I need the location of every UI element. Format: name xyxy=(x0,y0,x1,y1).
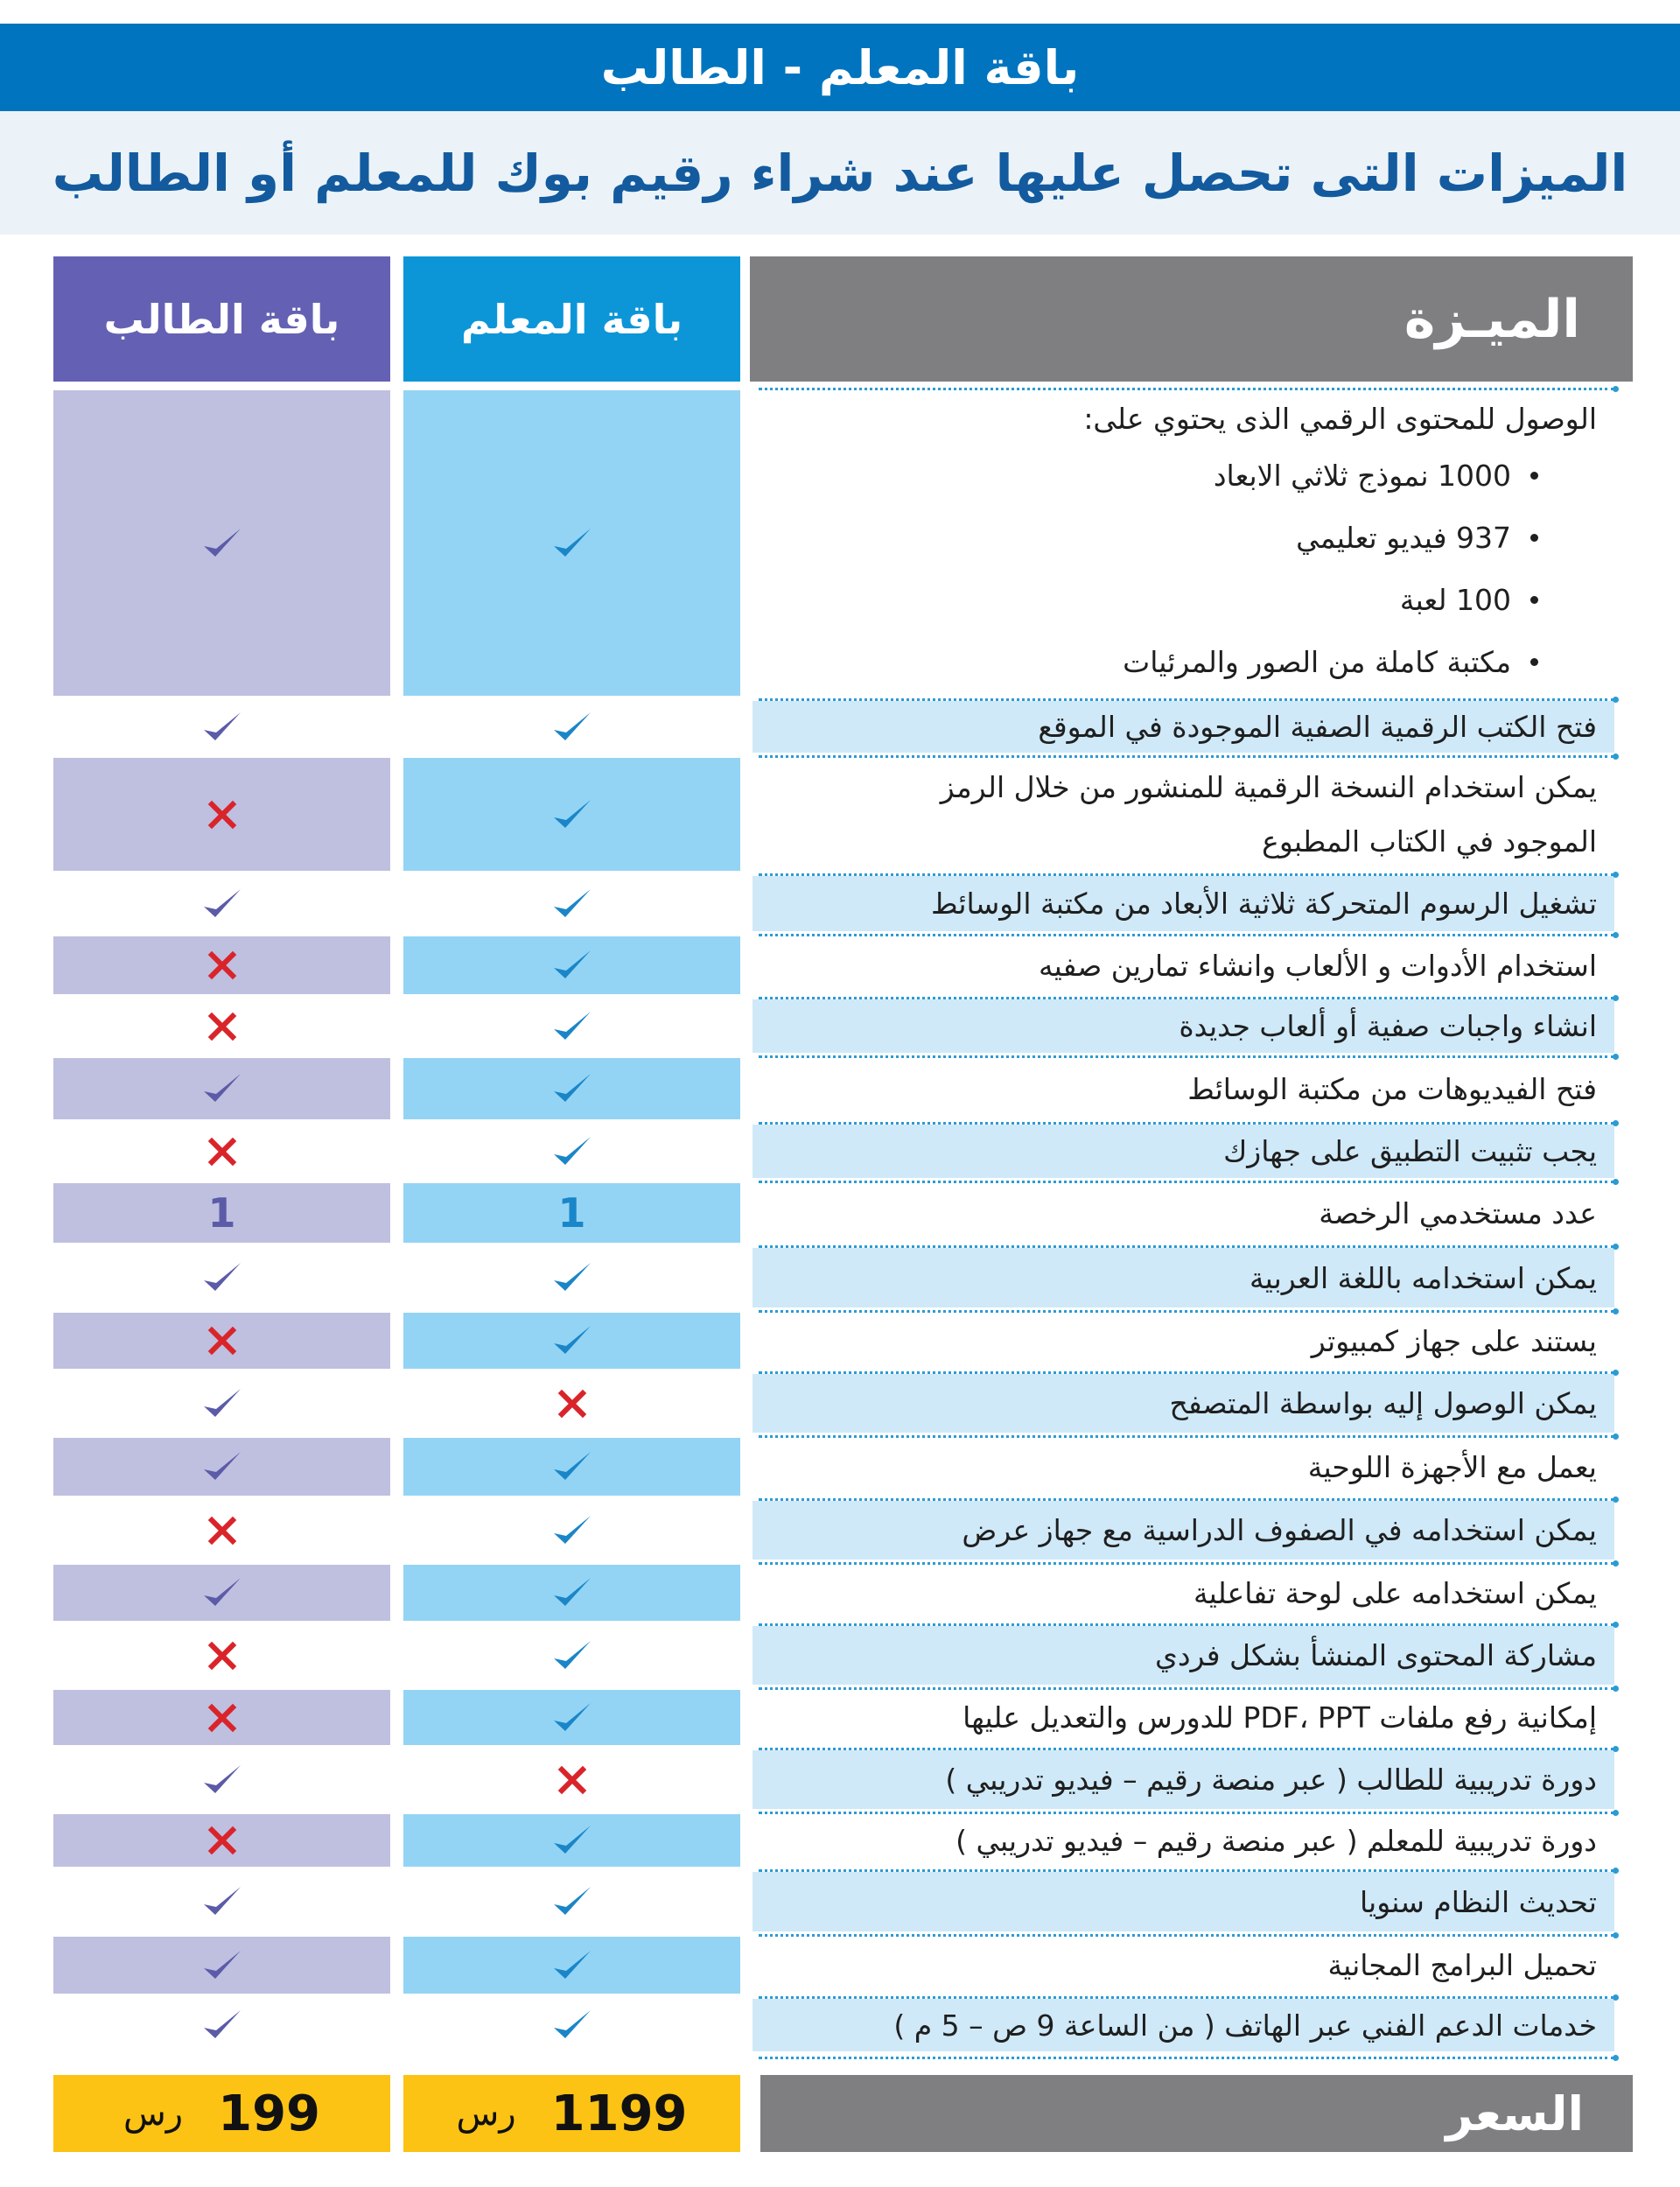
student-cell xyxy=(53,1750,390,1809)
student-cell xyxy=(53,1999,390,2051)
check-icon xyxy=(551,1258,593,1297)
student-cell xyxy=(53,1872,390,1931)
teacher-cell xyxy=(403,876,740,931)
feature-text: فتح الفيديوهات من مكتبة الوسائط xyxy=(1187,1071,1597,1106)
feature-text: تشغيل الرسوم المتحركة ثلاثية الأبعاد من مكتبة الوسائط xyxy=(931,887,1597,921)
divider-end-dot xyxy=(1613,754,1619,760)
check-icon xyxy=(551,1821,593,1860)
student-cell xyxy=(53,1313,390,1369)
row-divider xyxy=(759,1623,1614,1626)
feature-text-line: يمكن استخدام النسخة الرقمية للمنشور من خلال الرمز xyxy=(940,769,1597,804)
check-icon xyxy=(201,708,243,747)
bullet-icon xyxy=(1530,658,1538,666)
student-license-count: 1 xyxy=(207,1189,236,1237)
row-divider xyxy=(759,698,1614,701)
feature-cell xyxy=(752,999,1614,1053)
feature-text: يعمل مع الأجهزة اللوحية xyxy=(1307,1449,1597,1484)
student-cell xyxy=(53,1937,390,1994)
bullet-item xyxy=(759,445,1538,507)
student-cell xyxy=(53,1814,390,1867)
feature-cell xyxy=(752,1565,1614,1621)
row-divider xyxy=(759,1181,1614,1183)
feature-text: تحميل البرامج المجانية xyxy=(1327,1948,1597,1982)
cross-icon xyxy=(207,1641,237,1671)
feature-cell xyxy=(752,1125,1614,1178)
feature-cell xyxy=(752,1183,1614,1243)
row-divider xyxy=(759,1934,1614,1937)
student-cell xyxy=(53,1183,390,1243)
student-price-currency: رس xyxy=(122,2093,184,2134)
check-icon xyxy=(551,796,593,834)
teacher-cell xyxy=(403,1750,740,1809)
check-icon xyxy=(551,1574,593,1612)
feature-text: مشاركة المحتوى المنشأ بشكل فردي xyxy=(1154,1638,1597,1672)
divider-end-dot xyxy=(1613,1868,1619,1874)
feature-text: إمكانية رفع ملفات PDF، PPT للدورس والتعديل عليها xyxy=(962,1700,1597,1735)
feature-cell xyxy=(752,1313,1614,1369)
feature-cell xyxy=(752,936,1614,994)
feature-cell xyxy=(752,1248,1614,1307)
cross-icon xyxy=(207,1516,237,1546)
divider-end-dot xyxy=(1613,1433,1619,1440)
cross-icon xyxy=(207,1012,237,1041)
divider-end-dot xyxy=(1613,1994,1619,2001)
teacher-price-value: 1199 xyxy=(550,2085,688,2142)
teacher-cell xyxy=(403,758,740,871)
feature-text: دورة تدريبية للمعلم ( عبر منصة رقيم – فيديو تدريبي ) xyxy=(956,1823,1597,1858)
row-divider xyxy=(759,934,1614,936)
bullet-text: مكتبة كاملة من الصور والمرئيات xyxy=(1123,645,1511,679)
divider-end-dot xyxy=(1613,995,1619,1001)
feature-cell xyxy=(752,876,1614,931)
row-divider xyxy=(759,1996,1614,1999)
divider-end-dot xyxy=(1613,1560,1619,1567)
teacher-cell xyxy=(403,1058,740,1119)
divider-end-dot xyxy=(1613,1244,1619,1250)
divider-end-dot xyxy=(1613,1370,1619,1376)
divider-end-dot xyxy=(1613,1308,1619,1314)
row-divider xyxy=(759,1245,1614,1248)
bullet-icon xyxy=(1530,534,1538,542)
teacher-price xyxy=(403,2075,740,2152)
student-price-value: 199 xyxy=(218,2085,321,2142)
teacher-cell xyxy=(403,1374,740,1433)
feature-text: انشاء واجبات صفية أو ألعاب جديدة xyxy=(1179,1009,1597,1043)
divider-end-dot xyxy=(1613,386,1619,392)
divider-end-dot xyxy=(1613,1054,1619,1060)
teacher-license-count: 1 xyxy=(557,1189,586,1237)
feature-cell xyxy=(752,1999,1614,2051)
divider-end-dot xyxy=(1613,872,1619,878)
student-cell xyxy=(53,1058,390,1119)
cross-icon xyxy=(557,1765,587,1795)
row-divider xyxy=(759,388,1614,390)
divider-end-dot xyxy=(1613,1622,1619,1628)
feature-cell xyxy=(752,1438,1614,1496)
feature-intro: الوصول للمحتوى الرقمي الذى يحتوي على: xyxy=(1083,401,1597,436)
cross-icon xyxy=(207,1137,237,1167)
teacher-cell xyxy=(403,1690,740,1745)
teacher-cell xyxy=(403,936,740,994)
divider-end-dot xyxy=(1613,1497,1619,1503)
student-cell xyxy=(53,999,390,1053)
teacher-cell xyxy=(403,1313,740,1369)
teacher-cell xyxy=(403,1814,740,1867)
student-cell xyxy=(53,936,390,994)
divider-end-dot xyxy=(1613,1120,1619,1126)
check-icon xyxy=(201,1946,243,1985)
cross-icon xyxy=(207,1703,237,1733)
row-divider xyxy=(759,755,1614,758)
divider-end-dot xyxy=(1613,1810,1619,1816)
teacher-price-currency: رس xyxy=(456,2093,516,2134)
teacher-cell xyxy=(403,1565,740,1621)
check-icon xyxy=(201,1384,243,1423)
student-cell xyxy=(53,701,390,753)
student-cell xyxy=(53,390,390,696)
check-icon xyxy=(551,1637,593,1675)
check-icon xyxy=(551,1699,593,1737)
check-icon xyxy=(201,1258,243,1297)
bullet-icon xyxy=(1530,472,1538,480)
cross-icon xyxy=(207,950,237,980)
check-icon xyxy=(201,1574,243,1612)
feature-text: استخدام الأدوات و الألعاب وانشاء تمارين صفيه xyxy=(1038,948,1597,983)
feature-text: يستند على جهاز كمبيوتر xyxy=(1311,1323,1597,1358)
feature-bullet-list xyxy=(759,445,1538,693)
teacher-cell xyxy=(403,701,740,753)
divider-end-dot xyxy=(1613,1746,1619,1752)
teacher-cell xyxy=(403,1501,740,1560)
bullet-item xyxy=(759,569,1538,631)
student-column-header: باقة الطالب xyxy=(53,256,390,382)
cross-icon xyxy=(207,1326,237,1356)
feature-cell xyxy=(752,1058,1614,1119)
student-cell xyxy=(53,758,390,871)
row-divider xyxy=(759,1435,1614,1438)
student-price xyxy=(53,2075,390,2152)
check-icon xyxy=(201,2006,243,2044)
teacher-cell xyxy=(403,1183,740,1243)
student-cell xyxy=(53,1125,390,1178)
feature-text: يجب تثبيت التطبيق على جهازك xyxy=(1223,1134,1597,1168)
check-icon xyxy=(201,1882,243,1921)
feature-cell xyxy=(752,1872,1614,1931)
row-divider xyxy=(759,1371,1614,1374)
row-divider xyxy=(759,1812,1614,1814)
row-divider xyxy=(759,1310,1614,1313)
feature-text: دورة تدريبية للطالب ( عبر منصة رقيم – فيديو تدريبي ) xyxy=(945,1763,1597,1797)
feature-text: عدد مستخدمي الرخصة xyxy=(1319,1195,1597,1230)
price-label: السعر xyxy=(760,2075,1633,2152)
check-icon xyxy=(201,1761,243,1799)
divider-end-dot xyxy=(1613,932,1619,938)
row-divider xyxy=(759,1055,1614,1058)
student-cell xyxy=(53,1565,390,1621)
teacher-cell xyxy=(403,390,740,696)
bullet-icon xyxy=(1530,596,1538,604)
check-icon xyxy=(551,1511,593,1550)
cross-icon xyxy=(557,1389,587,1419)
student-cell xyxy=(53,876,390,931)
student-cell xyxy=(53,1374,390,1433)
feature-cell xyxy=(752,1626,1614,1685)
feature-cell xyxy=(752,1690,1614,1745)
check-icon xyxy=(551,1946,593,1985)
check-icon xyxy=(201,1069,243,1108)
feature-text-line: الموجود في الكتاب المطبوع xyxy=(1262,824,1597,859)
row-divider xyxy=(759,997,1614,999)
teacher-cell xyxy=(403,1438,740,1496)
check-icon xyxy=(551,708,593,747)
student-cell xyxy=(53,1248,390,1307)
check-icon xyxy=(551,2006,593,2044)
feature-text: فتح الكتب الرقمية الصفية الموجودة في الموقع xyxy=(1038,710,1597,744)
feature-text: خدمات الدعم الفني عبر الهاتف ( من الساعة 9 ص – 5 م ) xyxy=(893,2008,1597,2043)
check-icon xyxy=(551,1132,593,1171)
row-divider xyxy=(759,2057,1614,2059)
teacher-cell xyxy=(403,1626,740,1685)
bullet-text: 100 لعبة xyxy=(1399,583,1511,617)
feature-cell xyxy=(752,1501,1614,1560)
teacher-cell xyxy=(403,1125,740,1178)
row-divider xyxy=(759,873,1614,876)
teacher-cell xyxy=(403,1872,740,1931)
teacher-cell xyxy=(403,1248,740,1307)
row-divider xyxy=(759,1748,1614,1750)
feature-column-header: الميـزة xyxy=(750,256,1633,382)
page-subtitle: الميزات التى تحصل عليها عند شراء رقيم بوك للمعلم أو الطالب xyxy=(0,111,1680,235)
package-title: باقة المعلم - الطالب xyxy=(0,24,1680,111)
divider-end-dot xyxy=(1613,697,1619,703)
divider-end-dot xyxy=(1613,1686,1619,1692)
feature-text: يمكن الوصول إليه بواسطة المتصفح xyxy=(1169,1386,1597,1420)
check-icon xyxy=(551,885,593,923)
bullet-item xyxy=(759,507,1538,569)
row-divider xyxy=(759,1687,1614,1690)
teacher-cell xyxy=(403,999,740,1053)
feature-cell xyxy=(752,1374,1614,1433)
row-divider xyxy=(759,1869,1614,1872)
feature-cell xyxy=(752,701,1614,753)
divider-end-dot xyxy=(1613,1932,1619,1938)
cross-icon xyxy=(207,1826,237,1855)
student-cell xyxy=(53,1626,390,1685)
bullet-text: 1000 نموذج ثلاثي الابعاد xyxy=(1213,459,1511,493)
check-icon xyxy=(551,1321,593,1360)
feature-cell xyxy=(752,758,1614,871)
student-cell xyxy=(53,1501,390,1560)
divider-end-dot xyxy=(1613,2055,1619,2061)
check-icon xyxy=(201,885,243,923)
check-icon xyxy=(201,524,243,563)
teacher-column-header: باقة المعلم xyxy=(403,256,740,382)
feature-text: يمكن استخدامه على لوحة تفاعلية xyxy=(1193,1575,1597,1610)
teacher-cell xyxy=(403,1999,740,2051)
row-divider xyxy=(759,1122,1614,1125)
row-divider xyxy=(759,1498,1614,1501)
feature-text: يمكن استخدامه في الصفوف الدراسية مع جهاز عرض xyxy=(962,1513,1597,1547)
check-icon xyxy=(551,1069,593,1108)
divider-end-dot xyxy=(1613,1179,1619,1185)
feature-cell xyxy=(752,1750,1614,1809)
student-cell xyxy=(53,1438,390,1496)
feature-text: يمكن استخدامه باللغة العربية xyxy=(1249,1260,1597,1295)
check-icon xyxy=(551,946,593,985)
row-divider xyxy=(759,1562,1614,1565)
feature-cell xyxy=(752,1814,1614,1867)
student-cell xyxy=(53,1690,390,1745)
teacher-cell xyxy=(403,1937,740,1994)
feature-text: تحديث النظام سنويا xyxy=(1359,1884,1597,1919)
check-icon xyxy=(551,1882,593,1921)
check-icon xyxy=(551,524,593,563)
bullet-text: 937 فيديو تعليمي xyxy=(1296,521,1511,555)
check-icon xyxy=(551,1007,593,1046)
bullet-item xyxy=(759,631,1538,693)
cross-icon xyxy=(207,800,237,830)
feature-cell xyxy=(752,1937,1614,1994)
check-icon xyxy=(201,1447,243,1486)
check-icon xyxy=(551,1447,593,1486)
